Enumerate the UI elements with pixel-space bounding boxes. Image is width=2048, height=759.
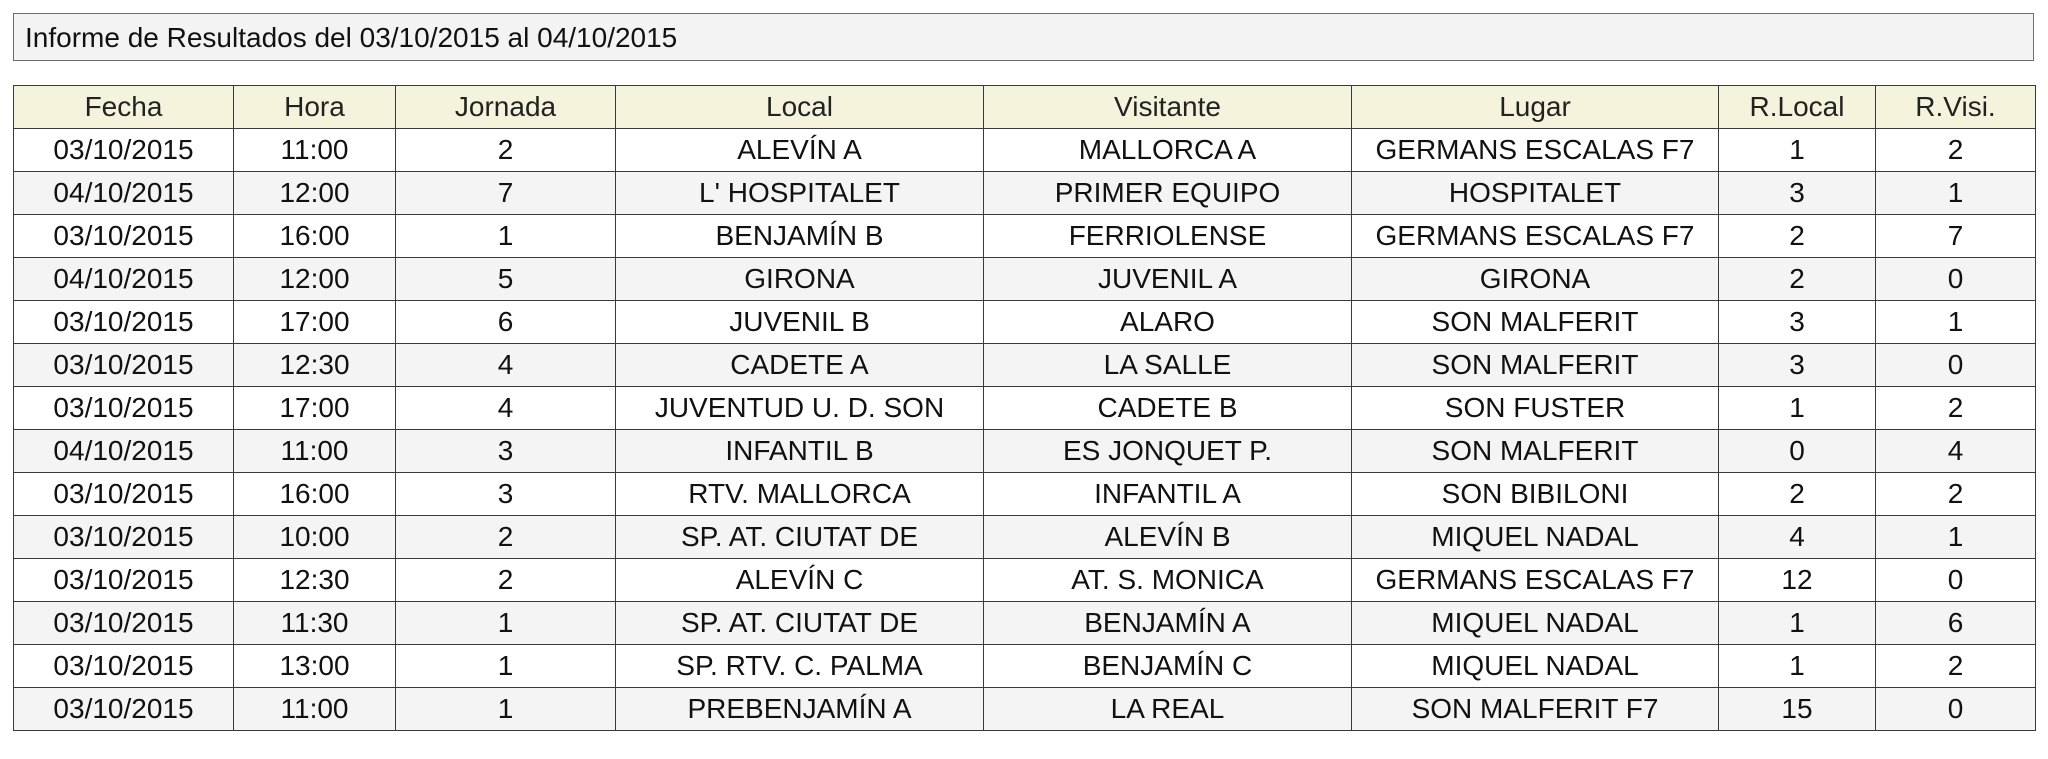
table-row: [14, 688, 2036, 731]
r-local-cell: 15: [1719, 688, 1876, 731]
jornada-cell: 1: [396, 645, 616, 688]
local-cell: BENJAMÍN B: [616, 215, 984, 258]
fecha-cell: 03/10/2015: [14, 301, 234, 344]
jornada-cell: 5: [396, 258, 616, 301]
local-cell: RTV. MALLORCA: [616, 473, 984, 516]
visitante-cell: BENJAMÍN A: [984, 602, 1352, 645]
hora-cell: 12:00: [234, 172, 396, 215]
visitante-cell: FERRIOLENSE: [984, 215, 1352, 258]
table-row: [14, 301, 2036, 344]
lugar-cell: SON MALFERIT: [1352, 344, 1719, 387]
table-row: [14, 387, 2036, 430]
fecha-cell: 03/10/2015: [14, 215, 234, 258]
column-header-r-visi: R.Visi.: [1876, 86, 2036, 129]
hora-cell: 12:30: [234, 344, 396, 387]
lugar-cell: MIQUEL NADAL: [1352, 516, 1719, 559]
fecha-cell: 04/10/2015: [14, 172, 234, 215]
local-cell: GIRONA: [616, 258, 984, 301]
header-row: [14, 86, 2036, 129]
r-visi-cell: 2: [1876, 473, 2036, 516]
r-local-cell: 3: [1719, 172, 1876, 215]
visitante-cell: ALEVÍN B: [984, 516, 1352, 559]
jornada-cell: 3: [396, 473, 616, 516]
jornada-cell: 1: [396, 602, 616, 645]
lugar-cell: SON MALFERIT F7: [1352, 688, 1719, 731]
local-cell: L' HOSPITALET: [616, 172, 984, 215]
r-local-cell: 1: [1719, 645, 1876, 688]
lugar-cell: SON FUSTER: [1352, 387, 1719, 430]
fecha-cell: 04/10/2015: [14, 258, 234, 301]
table-row: [14, 215, 2036, 258]
jornada-cell: 4: [396, 344, 616, 387]
hora-cell: 16:00: [234, 473, 396, 516]
lugar-cell: SON BIBILONI: [1352, 473, 1719, 516]
lugar-cell: MIQUEL NADAL: [1352, 602, 1719, 645]
local-cell: SP. AT. CIUTAT DE: [616, 516, 984, 559]
r-local-cell: 0: [1719, 430, 1876, 473]
r-local-cell: 2: [1719, 215, 1876, 258]
r-local-cell: 12: [1719, 559, 1876, 602]
r-local-cell: 1: [1719, 602, 1876, 645]
hora-cell: 11:00: [234, 129, 396, 172]
jornada-cell: 1: [396, 215, 616, 258]
column-header-local: Local: [616, 86, 984, 129]
table-row: [14, 602, 2036, 645]
r-visi-cell: 0: [1876, 688, 2036, 731]
local-cell: INFANTIL B: [616, 430, 984, 473]
r-local-cell: 3: [1719, 344, 1876, 387]
lugar-cell: GIRONA: [1352, 258, 1719, 301]
local-cell: SP. AT. CIUTAT DE: [616, 602, 984, 645]
fecha-cell: 03/10/2015: [14, 559, 234, 602]
table-row: [14, 645, 2036, 688]
r-visi-cell: 0: [1876, 258, 2036, 301]
jornada-cell: 6: [396, 301, 616, 344]
visitante-cell: AT. S. MONICA: [984, 559, 1352, 602]
r-local-cell: 1: [1719, 387, 1876, 430]
table-row: [14, 430, 2036, 473]
local-cell: SP. RTV. C. PALMA: [616, 645, 984, 688]
r-local-cell: 2: [1719, 258, 1876, 301]
table-row: [14, 559, 2036, 602]
hora-cell: 13:00: [234, 645, 396, 688]
visitante-cell: ALARO: [984, 301, 1352, 344]
lugar-cell: GERMANS ESCALAS F7: [1352, 215, 1719, 258]
visitante-cell: PRIMER EQUIPO: [984, 172, 1352, 215]
table-header: [14, 86, 2036, 129]
column-header-hora: Hora: [234, 86, 396, 129]
r-local-cell: 2: [1719, 473, 1876, 516]
hora-cell: 16:00: [234, 215, 396, 258]
jornada-cell: 2: [396, 559, 616, 602]
jornada-cell: 7: [396, 172, 616, 215]
visitante-cell: LA SALLE: [984, 344, 1352, 387]
jornada-cell: 3: [396, 430, 616, 473]
r-visi-cell: 2: [1876, 129, 2036, 172]
hora-cell: 12:30: [234, 559, 396, 602]
hora-cell: 17:00: [234, 387, 396, 430]
fecha-cell: 03/10/2015: [14, 645, 234, 688]
table-row: [14, 129, 2036, 172]
fecha-cell: 03/10/2015: [14, 602, 234, 645]
fecha-cell: 03/10/2015: [14, 344, 234, 387]
fecha-cell: 03/10/2015: [14, 473, 234, 516]
visitante-cell: BENJAMÍN C: [984, 645, 1352, 688]
fecha-cell: 03/10/2015: [14, 688, 234, 731]
column-header-jornada: Jornada: [396, 86, 616, 129]
lugar-cell: MIQUEL NADAL: [1352, 645, 1719, 688]
r-local-cell: 1: [1719, 129, 1876, 172]
column-header-visitante: Visitante: [984, 86, 1352, 129]
report-title: Informe de Resultados del 03/10/2015 al 04/10/2015: [13, 13, 2034, 61]
local-cell: JUVENTUD U. D. SON: [616, 387, 984, 430]
fecha-cell: 03/10/2015: [14, 387, 234, 430]
table-row: [14, 172, 2036, 215]
r-visi-cell: 0: [1876, 344, 2036, 387]
fecha-cell: 03/10/2015: [14, 516, 234, 559]
visitante-cell: CADETE B: [984, 387, 1352, 430]
lugar-cell: GERMANS ESCALAS F7: [1352, 559, 1719, 602]
r-visi-cell: 1: [1876, 301, 2036, 344]
visitante-cell: JUVENIL A: [984, 258, 1352, 301]
lugar-cell: SON MALFERIT: [1352, 430, 1719, 473]
r-visi-cell: 6: [1876, 602, 2036, 645]
table-row: [14, 344, 2036, 387]
local-cell: CADETE A: [616, 344, 984, 387]
r-visi-cell: 7: [1876, 215, 2036, 258]
local-cell: PREBENJAMÍN A: [616, 688, 984, 731]
hora-cell: 11:00: [234, 430, 396, 473]
hora-cell: 11:00: [234, 688, 396, 731]
local-cell: ALEVÍN A: [616, 129, 984, 172]
lugar-cell: GERMANS ESCALAS F7: [1352, 129, 1719, 172]
r-visi-cell: 2: [1876, 645, 2036, 688]
visitante-cell: LA REAL: [984, 688, 1352, 731]
lugar-cell: HOSPITALET: [1352, 172, 1719, 215]
jornada-cell: 2: [396, 129, 616, 172]
fecha-cell: 03/10/2015: [14, 129, 234, 172]
table-row: [14, 516, 2036, 559]
visitante-cell: ES JONQUET P.: [984, 430, 1352, 473]
visitante-cell: MALLORCA A: [984, 129, 1352, 172]
hora-cell: 11:30: [234, 602, 396, 645]
r-local-cell: 3: [1719, 301, 1876, 344]
r-visi-cell: 0: [1876, 559, 2036, 602]
jornada-cell: 4: [396, 387, 616, 430]
local-cell: JUVENIL B: [616, 301, 984, 344]
visitante-cell: INFANTIL A: [984, 473, 1352, 516]
hora-cell: 12:00: [234, 258, 396, 301]
r-visi-cell: 2: [1876, 387, 2036, 430]
column-header-r-local: R.Local: [1719, 86, 1876, 129]
jornada-cell: 1: [396, 688, 616, 731]
results-table: [13, 85, 2036, 731]
hora-cell: 10:00: [234, 516, 396, 559]
hora-cell: 17:00: [234, 301, 396, 344]
table-row: [14, 473, 2036, 516]
fecha-cell: 04/10/2015: [14, 430, 234, 473]
r-visi-cell: 1: [1876, 516, 2036, 559]
r-local-cell: 4: [1719, 516, 1876, 559]
jornada-cell: 2: [396, 516, 616, 559]
r-visi-cell: 4: [1876, 430, 2036, 473]
local-cell: ALEVÍN C: [616, 559, 984, 602]
lugar-cell: SON MALFERIT: [1352, 301, 1719, 344]
table-row: [14, 258, 2036, 301]
column-header-lugar: Lugar: [1352, 86, 1719, 129]
column-header-fecha: Fecha: [14, 86, 234, 129]
table-body: [14, 129, 2036, 731]
r-visi-cell: 1: [1876, 172, 2036, 215]
